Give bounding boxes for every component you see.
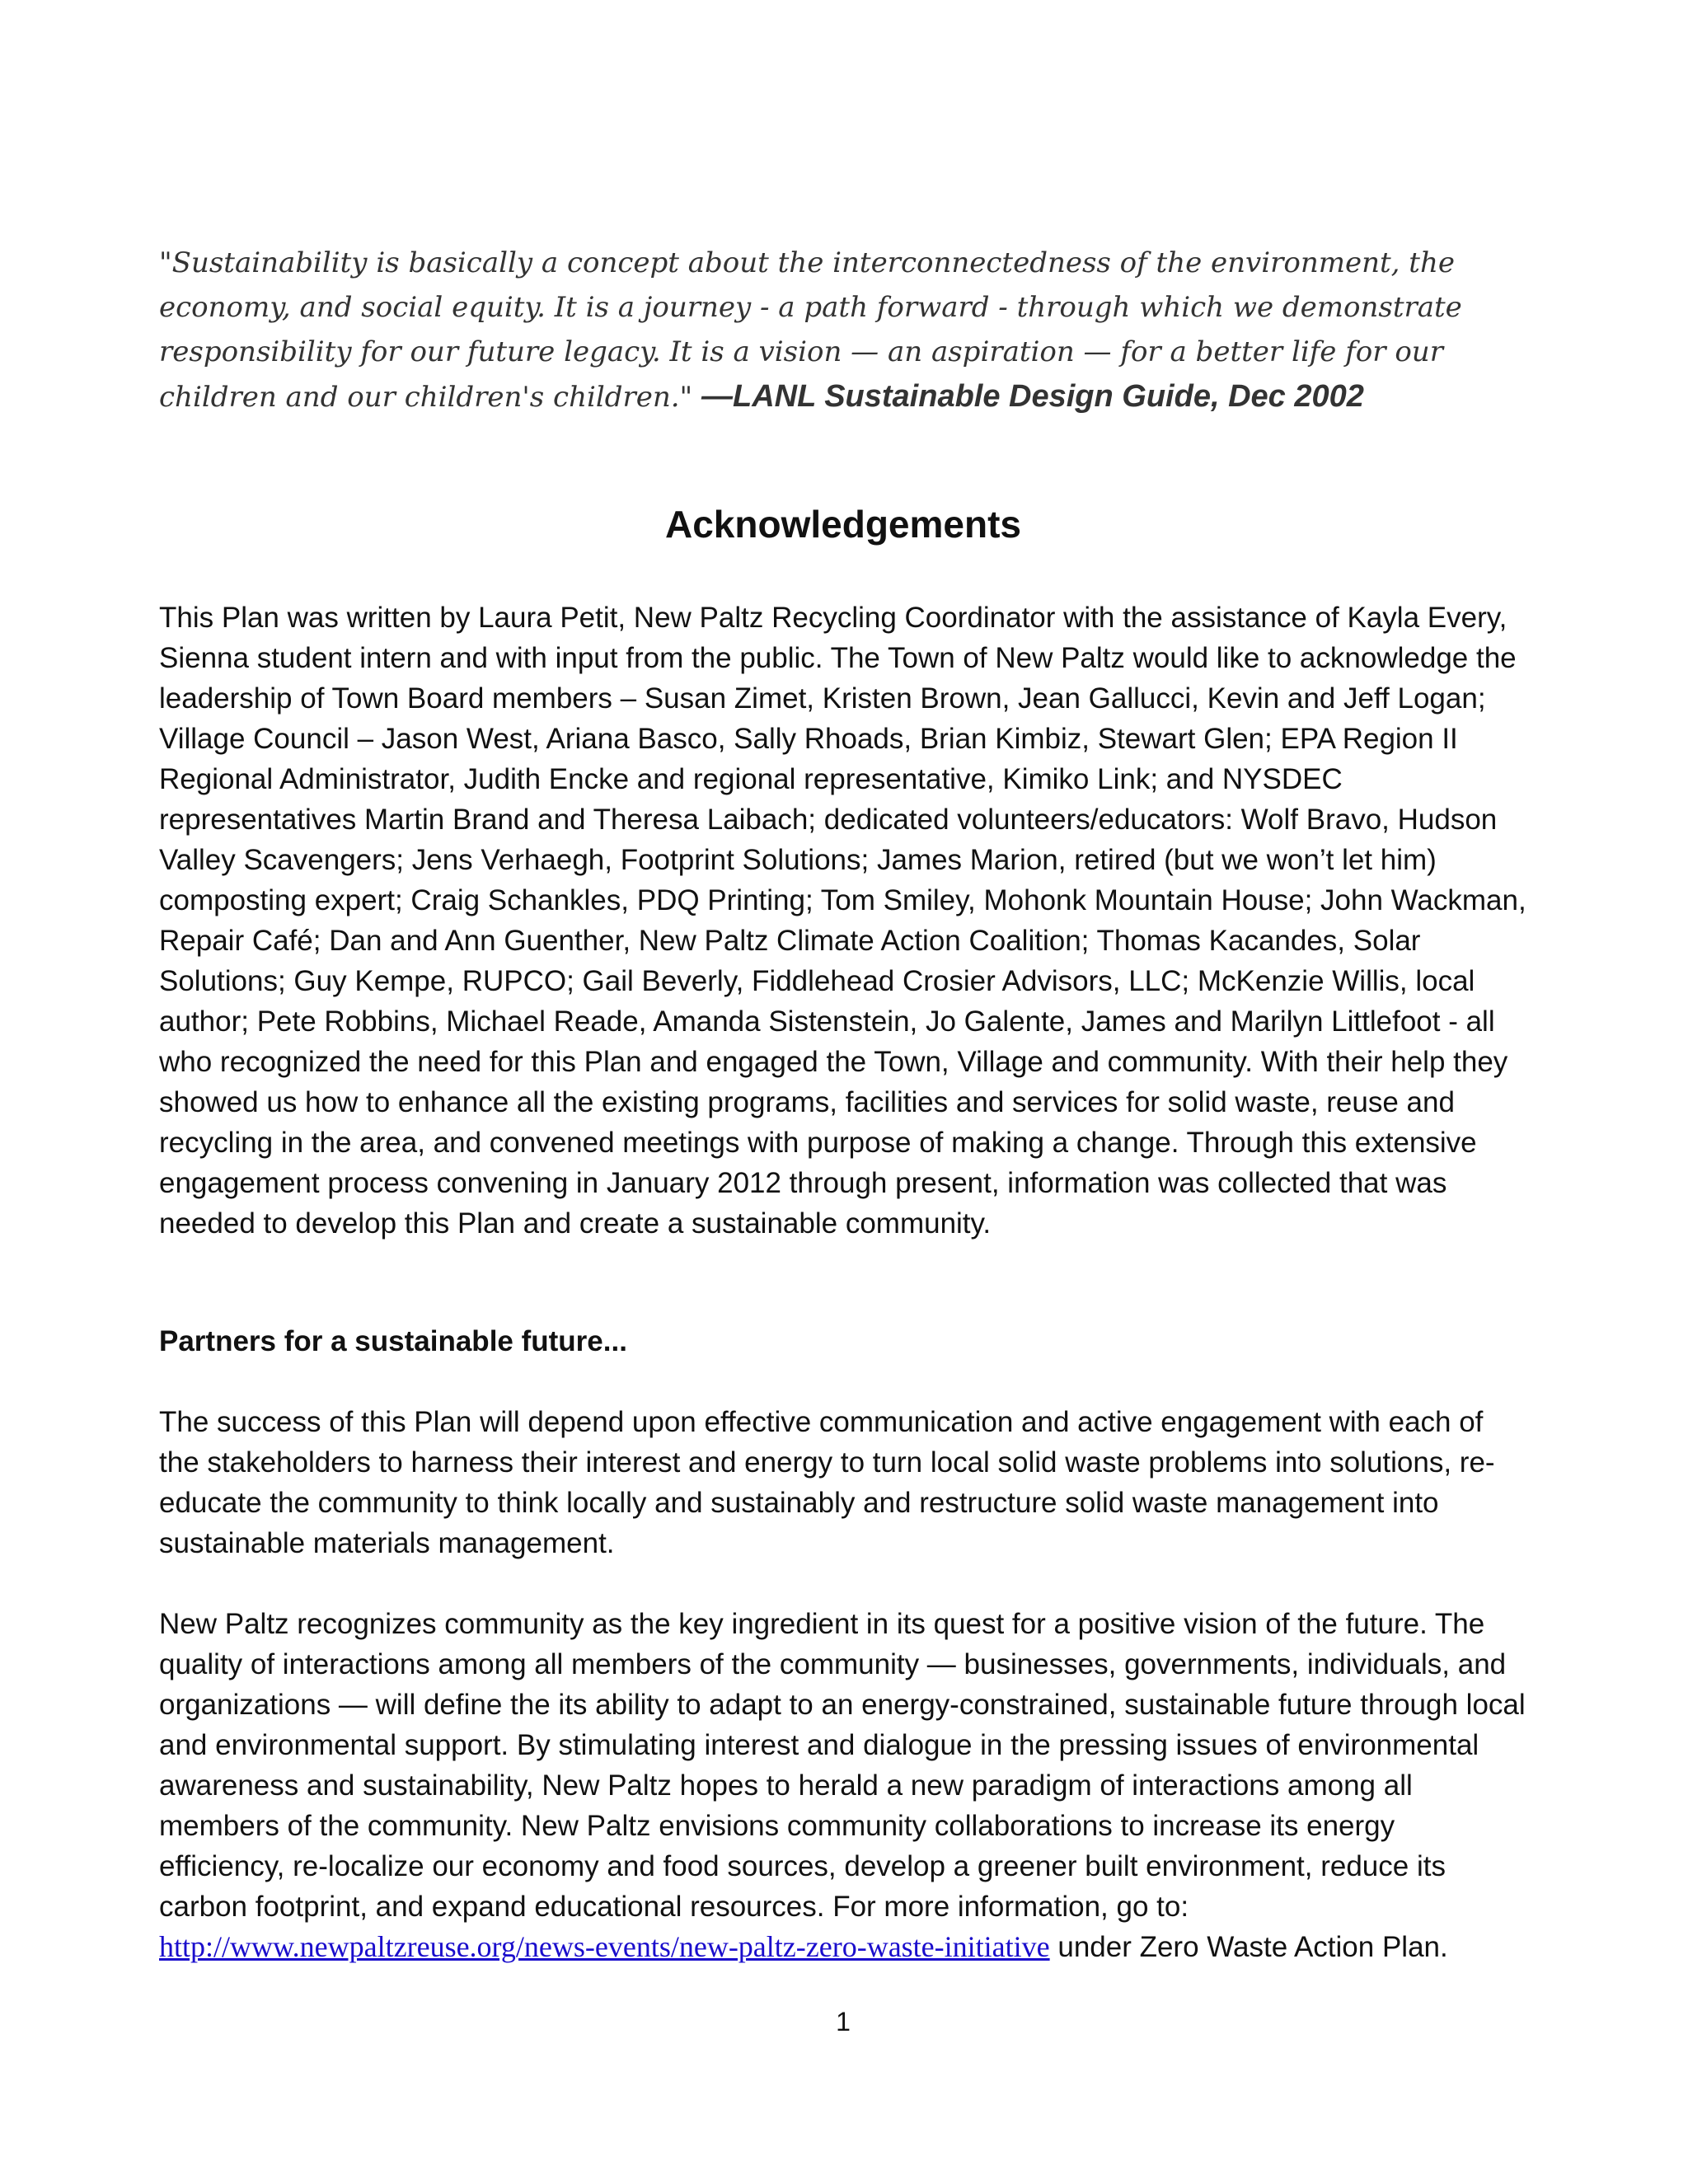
partners-subheading: Partners for a sustainable future... <box>159 1325 627 1357</box>
acknowledgements-paragraph: This Plan was written by Laura Petit, New Paltz Recycling Coordinator with the assistance of Kayla Every, Sienna student intern and with input from the public. The Town of New Paltz would like to acknowledge the leadership of Town Board members – Susan Zimet, Kristen Brown, Jean Gallucci, Kevin and Jeff Logan; Village Council – Jason West, Ariana Basco, Sally Rhoads, Brian Kimbiz, Stewart Glen; EPA Region II Regional Administrator, Judith Encke and regional representative, Kimiko Link; and NYSDEC representatives Martin Brand and Theresa Laibach; dedicated volunteers/educators: Wolf Bravo, Hudson Valley Scavengers; Jens Verhaegh, Footprint Solutions; James Marion, retired (but we won’t let him) composting expert; Craig Schankles, PDQ Printing; Tom Smiley, Mohonk Mountain House; John Wackman, Repair Café; Dan and Ann Guenther, New Paltz Climate Action Coalition; Thomas Kacandes, Solar Solutions; Guy Kempe, RUPCO; Gail Beverly, Fiddlehead Crosier Advisors, LLC; McKenzie Willis, local author; Pete Robbins, Michael Reade, Amanda Sistenstein, Jo Galente, James and Marilyn Littlefoot - all who recognized the need for this Plan and engaged the Town, Village and community. With their help they showed us how to enhance all the existing programs, facilities and services for solid waste, reuse and recycling in the area, and convened meetings with purpose of making a change. Through this extensive engagement process convening in January 2012 through present, information was collected that was needed to develop this Plan and create a sustainable community. <box>159 602 1526 1240</box>
quote-text: "Sustainability is basically a concept about the interconnectedness of the environment, the economy, and social equity. It is a journey - a path forward - through which we demonstrate responsibility for our future legacy. It is a vision — an aspiration — for a better life for our children and our children's children." <box>159 246 1462 414</box>
page-number: 1 <box>836 2007 851 2036</box>
success-paragraph: The success of this Plan will depend upon effective communication and active engagement with each of the stakeholders to harness their interest and energy to turn local solid waste problems into solutions, re-educate the community to think locally and sustainably and restructure solid waste management into sustainable materials management. <box>159 1406 1495 1559</box>
page-title: Acknowledgements <box>665 503 1021 546</box>
document-page <box>159 0 1527 2184</box>
community-paragraph-tail: under Zero Waste Action Plan. <box>1049 1931 1448 1963</box>
quote-source: —LANL Sustainable Design Guide, Dec 2002 <box>701 379 1364 414</box>
community-paragraph <box>159 1604 1527 1967</box>
epigraph-quote <box>159 241 1527 419</box>
zero-waste-initiative-link[interactable]: http://www.newpaltzreuse.org/news-events/new-paltz-zero-waste-initiative <box>159 1930 1050 1963</box>
community-paragraph-text: New Paltz recognizes community as the key ingredient in its quest for a positive vision of the future. The quality of interactions among all members of the community — businesses, governments, individuals, and organizations — will define the its ability to adapt to an energy-constrained, sustainable future through local and environmental support. By stimulating interest and dialogue in the pressing issues of environmental awareness and sustainability, New Paltz hopes to herald a new paradigm of interactions among all members of the community. New Paltz envisions community collaborations to increase its energy efficiency, re-localize our economy and food sources, develop a greener built environment, reduce its carbon footprint, and expand educational resources. For more information, go to: <box>159 1608 1526 1923</box>
